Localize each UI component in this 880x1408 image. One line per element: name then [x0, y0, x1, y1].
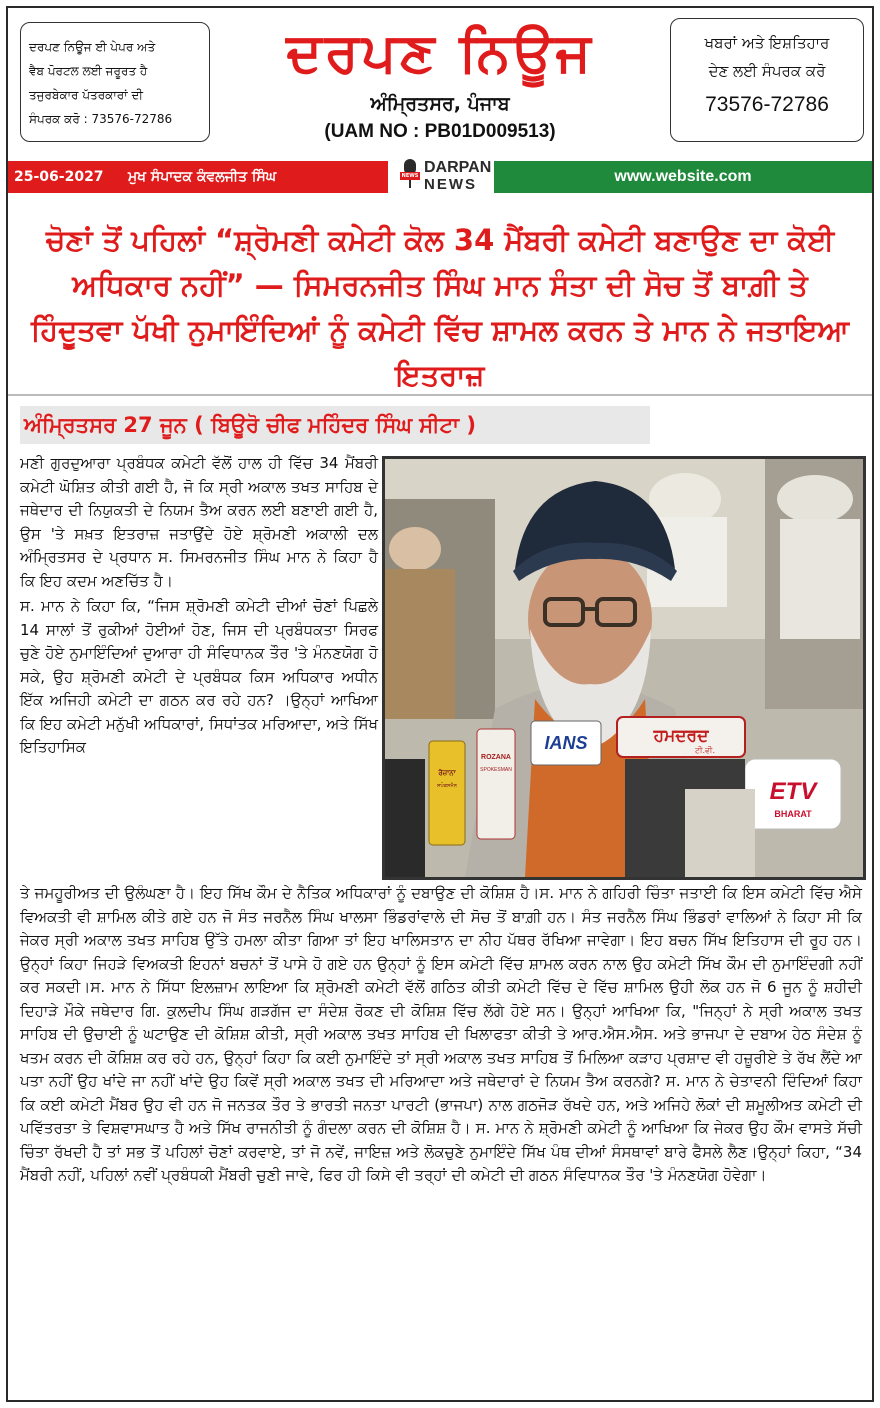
mic-label-bharat: BHARAT: [774, 809, 812, 819]
logo-word-news: NEWS: [424, 176, 477, 193]
mic-label-spokesman: SPOKESMAN: [480, 767, 512, 773]
issue-date: 25-06-2027: [14, 169, 104, 185]
uam-number: (UAM NO : PB01D009513): [324, 121, 556, 142]
recruitment-ad-line3: ਤਜੁਰਬੇਕਾਰ ਪੱਤਰਕਾਰਾਂ ਦੀ: [29, 88, 143, 102]
contact-line2: ਦੇਣ ਲਈ ਸੰਪਰਕ ਕਰੋ: [708, 62, 826, 80]
chief-editor: ਮੁਖ ਸੰਪਾਦਕ ਕੰਵਲਜੀਤ ਸਿੰਘ: [127, 169, 277, 185]
mic-label-rozana-pa: ਰੋਜ਼ਾਨਾ: [438, 769, 456, 777]
logo-word-darpan: DARPAN: [424, 159, 492, 176]
press-conference-photo: [385, 459, 863, 877]
website-link[interactable]: www.website.com: [614, 168, 752, 185]
contact-box: [670, 18, 864, 142]
website-strip: [494, 161, 872, 193]
article-paragraph-2: ਸ. ਮਾਨ ਨੇ ਕਿਹਾ ਕਿ, “ਜਿਸ ਸ਼੍ਰੋਮਣੀ ਕਮੇਟੀ ਦੀਆਂ ਚੋਣਾਂ ਪਿਛਲੇ 14 ਸਾਲਾਂ ਤੋਂ ਰੁਕੀਆਂ ਹੋਈਆਂ ਹੋਣ, ਜਿਸ ਦੀ ਪ੍ਰਬੰਧਕਤਾ ਸਿਰਫ ਚੁਣੇ ਹੋਏ ਨੁਮਾਇੰਦਿਆਂ ਦੁਆਰਾ ਹੀ ਸੰਵਿਧਾਨਕ ਤੌਰ 'ਤੇ ਮੰਨਣਯੋਗ ਹੋ ਸਕੇ, ਉਹ ਸ਼੍ਰੋਮਣੀ ਕਮੇਟੀ ਦੇ ਪ੍ਰਬੰਧਕ ਕਿਸ ਅਧਿਕਾਰ ਅਧੀਨ ਇੱਕ ਅਜਿਹੀ ਕਮੇਟੀ ਦਾ ਗਠਨ ਕਰ ਰਹੇ ਹਨ? ।ਉਨ੍ਹਾਂ ਆਖਿਆ ਕਿ ਇਹ ਕਮੇਟੀ ਮਨੁੱਖੀ ਅਧਿਕਾਰਾਂ, ਸਿਧਾਂਤਕ ਮਰਿਆਦਾ, ਅਤੇ ਸਿੱਖ ਇਤਿਹਾਸਿਕ: [20, 597, 378, 756]
recruitment-ad-contact: ਸੰਪਰਕ ਕਰੋ : 73576-72786: [29, 112, 173, 126]
article-body-full-width: [20, 882, 862, 1188]
headline-divider: [8, 394, 872, 396]
newspaper-name: ਦਰਪਣ ਨਿਊਜ: [286, 21, 594, 84]
article-column-left: [20, 452, 378, 762]
article-paragraph-3: ਤੇ ਜਮਹੂਰੀਅਤ ਦੀ ਉਲੰਘਣਾ ਹੈ। ਇਹ ਸਿੱਖ ਕੌਮ ਦੇ ਨੈਤਿਕ ਅਧਿਕਾਰਾਂ ਨੂੰ ਦਬਾਉਣ ਦੀ ਕੋਸ਼ਿਸ਼ ਹੈ।ਸ. ਮਾਨ ਨੇ ਗਹਿਰੀ ਚਿੰਤਾ ਜਤਾਈ ਕਿ ਇਸ ਕਮੇਟੀ ਵਿੱਚ ਐਸੇ ਵਿਅਕਤੀ ਵੀ ਸ਼ਾਮਿਲ ਕੀਤੇ ਗਏ ਹਨ ਜੋ ਸੰਤ ਜਰਨੈਲ ਸਿੰਘ ਖਾਲਸਾ ਭਿੰਡਰਾਂਵਾਲੇ ਦੀ ਸੋਚ ਤੋਂ ਬਾਗ਼ੀ ਹਨ। ਸੰਤ ਜਰਨੈਲ ਸਿੰਘ ਭਿੰਡਰਾਂ ਵਾਲਿਆਂ ਨੇ ਕਿਹਾ ਸੀ ਕਿ ਜੇਕਰ ਸ੍ਰੀ ਅਕਾਲ ਤਖਤ ਸਾਹਿਬ ਉੱਤੇ ਹਮਲਾ ਕੀਤਾ ਗਿਆ ਤਾਂ ਇਹ ਖਾਲਿਸਤਾਨ ਦਾ ਨੀਹ ਪੱਥਰ ਰੱਖਿਆ ਜਾਵੇਗਾ। ਇਹ ਬਚਨ ਸਿੱਖ ਇਤਿਹਾਸ ਦੀ ਰੂਹ ਹਨ। ਉਨ੍ਹਾਂ ਕਿਹਾ ਜਿਹੜੇ ਵਿਅਕਤੀ ਇਹਨਾਂ ਬਚਨਾਂ ਤੋਂ ਪਾਸੇ ਹੋ ਗਏ ਹਨ ਉਨ੍ਹਾਂ ਨੂੰ ਇਸ ਕਮੇਟੀ ਵਿੱਚ ਸ਼ਾਮਲ ਕਰਨ ਨਾਲ ਉਹ ਕਮੇਟੀ ਸਿੱਖ ਕੌਮ ਦੀ ਨੁਮਾਇੰਦਗੀ ਨਹੀਂ ਕਰ ਸਕਦੀ।ਸ. ਮਾਨ ਨੇ ਸਿੱਧਾ ਇਲਜ਼ਾਮ ਲਾਇਆ ਕਿ ਸ਼੍ਰੋਮਣੀ ਕਮੇਟੀ ਵੱਲੋਂ ਗਠਿਤ ਕੀਤੀ ਕਮੇਟੀ ਵਿੱਚ ਦੇ ਵਿੱਚ ਸ਼ਾਮਿਲ ਉਹੀ ਲੋਕ ਹਨ ਜੋ 6 ਜੂਨ ਨੂੰ ਸ਼ਹੀਦੀ ਦਿਹਾੜੇ ਮੌਕੇ ਜਥੇਦਾਰ ਗਿ. ਕੁਲਦੀਪ ਸਿੰਘ ਗੜਗੱਜ ਦਾ ਸੰਦੇਸ਼ ਰੋਕਣ ਦੀ ਕੋਸ਼ਿਸ਼ ਵਿੱਚ ਲੱਗੇ ਹੋਏ ਸਨ। ਉਨ੍ਹਾਂ ਆਖਿਆ ਕਿ, "ਜਿਨ੍ਹਾਂ ਨੇ ਸ੍ਰੀ ਅਕਾਲ ਤਖਤ ਸਾਹਿਬ ਦੀ ਉਚਾਈ ਨੂੰ ਘਟਾਉਣ ਦੀ ਕੋਸ਼ਿਸ਼ ਕੀਤੀ, ਸ੍ਰੀ ਅਕਾਲ ਤਖਤ ਸਾਹਿਬ ਦੀ ਖਿਲਾਫਤਾ ਕੀਤੀ ਤੇ ਆਰ.ਐਸ.ਐਸ. ਅਤੇ ਭਾਜਪਾ ਦੇ ਦਬਾਅ ਹੇਠ ਸੰਦੇਸ਼ ਨੂੰ ਖਤਮ ਕਰਨ ਦੀ ਕੋਸ਼ਿਸ਼ ਕਰ ਰਹੇ ਹਨ, ਉਨ੍ਹਾਂ ਕਿਹਾ ਕਿ ਕਈ ਨੁਮਾਇੰਦੇ ਤਾਂ ਸ੍ਰੀ ਅਕਾਲ ਤਖਤ ਸਾਹਿਬ ਤੋਂ ਮਿਲਿਆ ਕੜਾਹ ਪ੍ਰਸ਼ਾਦ ਵੀ ਹਜ਼ੂਰੀਏ ਤੇ ਰੱਖ ਲੈਂਦੇ ਆ ਪਤਾ ਨਹੀਂ ਉਹ ਖਾਂਦੇ ਜਾ ਨਹੀਂ ਖਾਂਦੇ ਉਹ ਕਿਵੇਂ ਸ੍ਰੀ ਅਕਾਲ ਤਖਤ ਦੀ ਮਰਿਆਦਾ ਅਤੇ ਜਥੇਦਾਰਾਂ ਦੇ ਨਿਯਮ ਤੈਅ ਕਰਨਗੇ? ਸ. ਮਾਨ ਨੇ ਚੇਤਾਵਨੀ ਦਿੰਦਿਆਂ ਕਿਹਾ ਕਿ ਕਈ ਕਮੇਟੀ ਮੈਂਬਰ ਉਹ ਵੀ ਹਨ ਜੋ ਜਨਤਕ ਤੌਰ ਤੇ ਭਾਰਤੀ ਜਨਤਾ ਪਾਰਟੀ (ਭਾਜਪਾ) ਨਾਲ ਗਠਜੋੜ ਰੱਖਦੇ ਹਨ, ਅਤੇ ਅਜਿਹੇ ਲੋਕਾਂ ਦੀ ਸ਼ਮੂਲੀਅਤ ਕਮੇਟੀ ਦੀ ਪਵਿੱਤਰਤਾ ਤੇ ਵਿਸ਼ਵਾਸਘਾਤ ਹੈ ਅਤੇ ਸਿੱਖ ਰਾਜਨੀਤੀ ਨੂੰ ਗੰਦਲਾ ਕਰਨ ਦੀ ਕੋਸ਼ਿਸ਼ ਹੈ। ਸ. ਮਾਨ ਨੇ ਸ਼੍ਰੋਮਣੀ ਕਮੇਟੀ ਨੂੰ ਆਖਿਆ ਕਿ ਜੇਕਰ ਉਹ ਕੌਮ ਵਾਸਤੇ ਸੱਚੀ ਚਿੰਤਾ ਰੱਖਦੀ ਹੈ ਤਾਂ ਸਭ ਤੋਂ ਪਹਿਲਾਂ ਚੋਣਾਂ ਕਰਵਾਏ, ਤਾਂ ਜੋ ਨਵੇਂ, ਜਾਇਜ਼ ਅਤੇ ਲੋਕਚੁਣੇ ਨੁਮਾਇੰਦੇ ਸਿੱਖ ਪੰਥ ਦੀਆਂ ਸੰਸਥਾਵਾਂ ਬਾਰੇ ਫੈਸਲੇ ਲੈਣ।ਉਨ੍ਹਾਂ ਕਿਹਾ, “34 ਮੈਂਬਰੀ ਨਹੀਂ, ਪਹਿਲਾਂ ਨਵੀਂ ਪ੍ਰਬੰਧਕੀ ਮੈਂਬਰੀ ਚੁਣੀ ਜਾਵੇ, ਫਿਰ ਹੀ ਕਿਸੇ ਵੀ ਤਰ੍ਹਾਂ ਦੀ ਕਮੇਟੀ ਦੀ ਗਠਨ ਸੰਵਿਧਾਨਕ ਤੌਰ 'ਤੇ ਮੰਨਣਯੋਗ ਹੋਵੇਗਾ।: [20, 884, 862, 1184]
microphone-icon: [402, 159, 418, 187]
article-headline: ਚੋਣਾਂ ਤੋਂ ਪਹਿਲਾਂ “ਸ਼੍ਰੋਮਣੀ ਕਮੇਟੀ ਕੋਲ 34 ਮੈਂਬਰੀ ਕਮੇਟੀ ਬਣਾਉਣ ਦਾ ਕੋਈ ਅਧਿਕਾਰ ਨਹੀਂ” — ਸਿਮਰਨਜੀਤ ਸਿੰਘ ਮਾਨ ਸੰਤਾ ਦੀ ਸੋਚ ਤੋਂ ਬਾਗ਼ੀ ਤੇ ਹਿੰਦੂਤਵਾ ਪੱਖੀ ਨੁਮਾਇੰਦਿਆਂ ਨੂੰ ਕਮੇਟੀ ਵਿੱਚ ਸ਼ਾਮਲ ਕਰਨ ਤੇ ਮਾਨ ਨੇ ਜਤਾਇਆ ਇਤਰਾਜ਼: [30, 223, 850, 392]
newspaper-city: ਅੰਮ੍ਰਿਤਸਰ, ਪੰਜਾਬ: [370, 93, 510, 115]
recruitment-ad-line2: ਵੈਬ ਪੋਰਟਲ ਲਈ ਜਰੂਰਤ ਹੈ: [29, 64, 148, 78]
mic-label-rozana: ROZANA: [481, 754, 511, 761]
info-bar: [8, 158, 872, 196]
mic-label-hamdard: ਹਮਦਰਦ: [653, 726, 709, 746]
recruitment-ad-line1: ਦਰਪਣ ਨਿਊਜ ਈ ਪੇਪਰ ਅਤੇ: [29, 40, 156, 54]
date-editor-strip: [8, 161, 388, 193]
mic-label-spokesman-pa: ਸਪੋਕਸਮੈਨ: [437, 783, 457, 789]
mic-label-hamdard-tv: ਟੀ.ਵੀ.: [694, 746, 716, 755]
mic-label-etv: ETV: [769, 778, 817, 805]
mic-band-label: NEWS: [401, 173, 419, 179]
darpan-news-logo: [396, 158, 492, 196]
mic-label-ians: IANS: [544, 733, 588, 753]
article-paragraph-1: ਮਣੀ ਗੁਰਦੁਆਰਾ ਪ੍ਰਬੰਧਕ ਕਮੇਟੀ ਵੱਲੋਂ ਹਾਲ ਹੀ ਵਿੱਚ 34 ਮੈਂਬਰੀ ਕਮੇਟੀ ਘੋਸ਼ਿਤ ਕੀਤੀ ਗਈ ਹੈ, ਜੋ ਕਿ ਸ੍ਰੀ ਅਕਾਲ ਤਖਤ ਸਾਹਿਬ ਦੇ ਜਥੇਦਾਰ ਦੀ ਨਿਯੁਕਤੀ ਦੇ ਨਿਯਮ ਤੈਅ ਕਰਨ ਲਈ ਬਣਾਈ ਗਈ ਹੈ, ਉਸ 'ਤੇ ਸਖ਼ਤ ਇਤਰਾਜ਼ ਜਤਾਉਂਦੇ ਹੋਏ ਸ਼੍ਰੋਮਣੀ ਅਕਾਲੀ ਦਲ ਅੰਮ੍ਰਿਤਸਰ ਦੇ ਪ੍ਰਧਾਨ ਸ. ਸਿਮਰਨਜੀਤ ਸਿੰਘ ਮਾਨ ਨੇ ਕਿਹਾ ਹੈ ਕਿ ਇਹ ਕਦਮ ਅਣਚਿੱਤ ਹੈ।: [20, 454, 378, 590]
contact-line1: ਖਬਰਾਂ ਅਤੇ ਇਸ਼ਤਿਹਾਰ: [704, 34, 830, 52]
article-dateline: ਅੰਮ੍ਰਿਤਸਰ 27 ਜੂਨ ( ਬਿਊਰੋ ਚੀਫ ਮਹਿੰਦਰ ਸਿੰਘ ਸੀਟਾ ): [20, 406, 650, 444]
masthead: [216, 18, 664, 146]
article-photo: [382, 456, 866, 880]
newspaper-page: [6, 6, 874, 1402]
contact-phone: 73576-72786: [705, 93, 829, 116]
recruitment-ad-box: [20, 22, 210, 142]
